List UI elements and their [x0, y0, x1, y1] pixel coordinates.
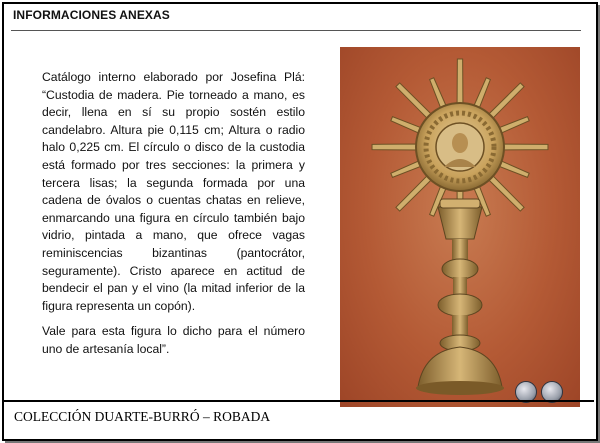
- catalog-paragraph: Vale para esta figura lo dicho para el número uno de artesanía local”.: [42, 324, 305, 356]
- stem-upper: [452, 239, 468, 261]
- sunburst-ray: [498, 160, 530, 177]
- knot-upper: [442, 259, 478, 279]
- monstrance-photo: [340, 47, 580, 407]
- sunburst-ray: [396, 83, 433, 120]
- sunburst-ray: [502, 144, 548, 150]
- sunburst-ray: [473, 78, 490, 110]
- sunburst-ray: [391, 117, 423, 134]
- cup: [438, 207, 482, 239]
- sunburst-ray: [391, 160, 423, 177]
- sunburst-ray: [457, 59, 463, 105]
- base-foot: [416, 381, 504, 395]
- sunburst-ray: [488, 175, 525, 212]
- knot-middle: [438, 294, 482, 316]
- sunburst-ray: [396, 175, 433, 212]
- catalog-text: [42, 69, 305, 367]
- figure-head: [452, 133, 468, 153]
- page-heading: INFORMACIONES ANEXAS: [13, 8, 170, 22]
- catalog-paragraph: Catálogo interno elaborado por Josefina Plá: “Custodia de madera. Pie torneado a mano, es decir, llena en sí su propio sostén estilo candelabro. Altura pie 0,115 cm; Altura o radio halo 0,225 cm. El círculo o disco de la custodia está formado por tres secciones: la primera y tercera lisas; la segunda formada por una cadena de óvalos o cuentas chatas en relieve, enmarcando una figura en círculo también bajo vidrio, pintada a mano, que ofrece vagas reminiscencias bizantinas (pantocrátor, seguramente). Cristo aparece en actitud de bendecir el pan y el vino (la mitad inferior de la figura representa un copón).: [42, 70, 305, 313]
- sunburst-ray: [372, 144, 418, 150]
- stem-middle: [453, 277, 467, 295]
- heading-divider: [11, 30, 581, 31]
- sunburst-ray: [498, 117, 530, 134]
- cup-rim: [440, 199, 480, 208]
- footer-divider: [2, 400, 594, 402]
- sunburst-ray: [488, 83, 525, 120]
- collection-footer: COLECCIÓN DUARTE-BURRÓ – ROBADA: [14, 409, 271, 424]
- monstrance-illustration: [340, 47, 580, 407]
- sunburst-ray: [430, 78, 447, 110]
- stem-lower: [452, 315, 468, 337]
